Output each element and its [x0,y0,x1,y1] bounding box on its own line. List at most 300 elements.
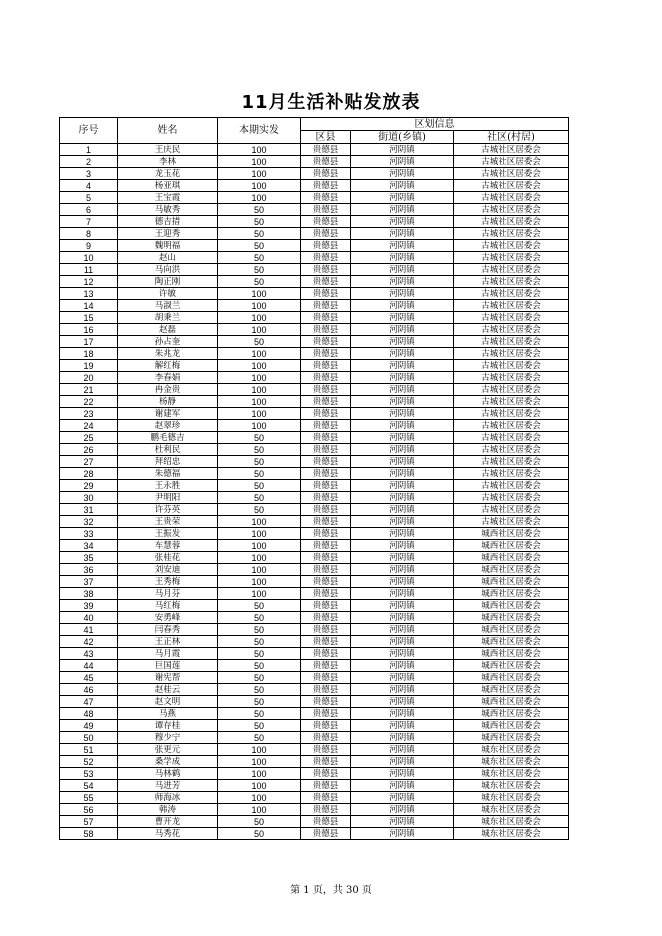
county-cell: 贵德县 [301,276,351,288]
name-cell: 鹏毛德吉 [118,432,218,444]
amount-cell: 100 [218,564,301,576]
county-cell: 贵德县 [301,240,351,252]
table-row [60,324,569,336]
amount-cell: 100 [218,144,301,156]
seq-cell: 16 [60,324,118,336]
community-cell: 城西社区居委会 [454,612,569,624]
seq-cell: 7 [60,216,118,228]
name-cell: 马向洪 [118,264,218,276]
county-cell: 贵德县 [301,828,351,840]
county-cell: 贵德县 [301,492,351,504]
name-cell: 韩涛 [118,804,218,816]
table-row [60,504,569,516]
community-cell: 城西社区居委会 [454,696,569,708]
name-cell: 巨国莲 [118,660,218,672]
community-cell: 古城社区居委会 [454,408,569,420]
county-cell: 贵德县 [301,552,351,564]
county-cell: 贵德县 [301,708,351,720]
seq-cell: 15 [60,312,118,324]
county-cell: 贵德县 [301,252,351,264]
name-cell: 马敏秀 [118,204,218,216]
street-cell: 河阴镇 [351,156,454,168]
community-cell: 古城社区居委会 [454,228,569,240]
name-cell: 杨亚琪 [118,180,218,192]
seq-cell: 18 [60,348,118,360]
county-cell: 贵德县 [301,624,351,636]
header-amount: 本期实发 [218,118,301,144]
name-cell: 马月霞 [118,648,218,660]
street-cell: 河阴镇 [351,624,454,636]
name-cell: 王秀梅 [118,576,218,588]
community-cell: 古城社区居委会 [454,384,569,396]
seq-cell: 56 [60,804,118,816]
community-cell: 古城社区居委会 [454,144,569,156]
county-cell: 贵德县 [301,444,351,456]
amount-cell: 50 [218,492,301,504]
name-cell: 赵桂云 [118,684,218,696]
name-cell: 王庆民 [118,144,218,156]
amount-cell: 100 [218,396,301,408]
name-cell: 德吉措 [118,216,218,228]
table-row [60,648,569,660]
street-cell: 河阴镇 [351,144,454,156]
street-cell: 河阴镇 [351,384,454,396]
seq-cell: 17 [60,336,118,348]
seq-cell: 41 [60,624,118,636]
community-cell: 古城社区居委会 [454,180,569,192]
amount-cell: 50 [218,636,301,648]
community-cell: 古城社区居委会 [454,492,569,504]
street-cell: 河阴镇 [351,432,454,444]
amount-cell: 100 [218,168,301,180]
amount-cell: 100 [218,780,301,792]
name-cell: 马淑兰 [118,300,218,312]
name-cell: 闫春秀 [118,624,218,636]
county-cell: 贵德县 [301,816,351,828]
street-cell: 河阴镇 [351,192,454,204]
community-cell: 城西社区居委会 [454,636,569,648]
county-cell: 贵德县 [301,528,351,540]
table-row [60,744,569,756]
street-cell: 河阴镇 [351,168,454,180]
table-row [60,468,569,480]
seq-cell: 31 [60,504,118,516]
street-cell: 河阴镇 [351,408,454,420]
community-cell: 城西社区居委会 [454,648,569,660]
community-cell: 城东社区居委会 [454,804,569,816]
name-cell: 马进芳 [118,780,218,792]
community-cell: 古城社区居委会 [454,252,569,264]
county-cell: 贵德县 [301,180,351,192]
table-row [60,708,569,720]
seq-cell: 42 [60,636,118,648]
amount-cell: 100 [218,312,301,324]
county-cell: 贵德县 [301,504,351,516]
county-cell: 贵德县 [301,324,351,336]
name-cell: 马月芬 [118,588,218,600]
county-cell: 贵德县 [301,648,351,660]
county-cell: 贵德县 [301,420,351,432]
amount-cell: 100 [218,288,301,300]
table-row [60,336,569,348]
amount-cell: 50 [218,708,301,720]
amount-cell: 100 [218,588,301,600]
county-cell: 贵德县 [301,288,351,300]
street-cell: 河阴镇 [351,420,454,432]
community-cell: 古城社区居委会 [454,300,569,312]
community-cell: 城西社区居委会 [454,576,569,588]
community-cell: 城西社区居委会 [454,720,569,732]
amount-cell: 100 [218,384,301,396]
street-cell: 河阴镇 [351,732,454,744]
seq-cell: 14 [60,300,118,312]
name-cell: 马秀花 [118,828,218,840]
county-cell: 贵德县 [301,732,351,744]
street-cell: 河阴镇 [351,300,454,312]
name-cell: 许敏 [118,288,218,300]
name-cell: 拜绍忠 [118,456,218,468]
county-cell: 贵德县 [301,792,351,804]
amount-cell: 50 [218,480,301,492]
seq-cell: 34 [60,540,118,552]
community-cell: 城西社区居委会 [454,660,569,672]
community-cell: 城西社区居委会 [454,588,569,600]
county-cell: 贵德县 [301,768,351,780]
seq-cell: 32 [60,516,118,528]
seq-cell: 29 [60,480,118,492]
header-name: 姓名 [118,118,218,144]
amount-cell: 50 [218,468,301,480]
amount-cell: 50 [218,432,301,444]
amount-cell: 50 [218,720,301,732]
county-cell: 贵德县 [301,192,351,204]
amount-cell: 100 [218,576,301,588]
street-cell: 河阴镇 [351,828,454,840]
table-row [60,564,569,576]
community-cell: 古城社区居委会 [454,312,569,324]
amount-cell: 100 [218,156,301,168]
amount-cell: 50 [218,672,301,684]
amount-cell: 50 [218,828,301,840]
amount-cell: 100 [218,300,301,312]
table-row [60,624,569,636]
seq-cell: 24 [60,420,118,432]
seq-cell: 53 [60,768,118,780]
county-cell: 贵德县 [301,576,351,588]
community-cell: 古城社区居委会 [454,336,569,348]
seq-cell: 3 [60,168,118,180]
name-cell: 刘安迪 [118,564,218,576]
table-row [60,348,569,360]
street-cell: 河阴镇 [351,780,454,792]
amount-cell: 50 [218,216,301,228]
amount-cell: 50 [218,252,301,264]
county-cell: 贵德县 [301,468,351,480]
amount-cell: 100 [218,540,301,552]
seq-cell: 19 [60,360,118,372]
table-row [60,372,569,384]
county-cell: 贵德县 [301,372,351,384]
name-cell: 冉金贵 [118,384,218,396]
street-cell: 河阴镇 [351,672,454,684]
street-cell: 河阴镇 [351,756,454,768]
name-cell: 王贵荣 [118,516,218,528]
name-cell: 陶正刚 [118,276,218,288]
name-cell: 龙玉花 [118,168,218,180]
seq-cell: 27 [60,456,118,468]
amount-cell: 50 [218,696,301,708]
name-cell: 马燕 [118,708,218,720]
street-cell: 河阴镇 [351,660,454,672]
county-cell: 贵德县 [301,480,351,492]
name-cell: 解红梅 [118,360,218,372]
county-cell: 贵德县 [301,408,351,420]
amount-cell: 50 [218,600,301,612]
table-row [60,780,569,792]
table-row [60,636,569,648]
table-row [60,156,569,168]
county-cell: 贵德县 [301,516,351,528]
community-cell: 古城社区居委会 [454,156,569,168]
amount-cell: 100 [218,516,301,528]
community-cell: 古城社区居委会 [454,216,569,228]
community-cell: 城东社区居委会 [454,744,569,756]
county-cell: 贵德县 [301,684,351,696]
street-cell: 河阴镇 [351,372,454,384]
seq-cell: 23 [60,408,118,420]
community-cell: 古城社区居委会 [454,516,569,528]
county-cell: 贵德县 [301,540,351,552]
name-cell: 杜利民 [118,444,218,456]
name-cell: 赵磊 [118,324,218,336]
table-row [60,540,569,552]
table-row [60,492,569,504]
table-row [60,576,569,588]
seq-cell: 54 [60,780,118,792]
table-row [60,288,569,300]
street-cell: 河阴镇 [351,240,454,252]
table-row [60,228,569,240]
seq-cell: 9 [60,240,118,252]
county-cell: 贵德县 [301,216,351,228]
amount-cell: 100 [218,360,301,372]
amount-cell: 100 [218,768,301,780]
street-cell: 河阴镇 [351,468,454,480]
name-cell: 谢宪帮 [118,672,218,684]
street-cell: 河阴镇 [351,492,454,504]
table-row [60,252,569,264]
community-cell: 古城社区居委会 [454,468,569,480]
table-row [60,276,569,288]
county-cell: 贵德县 [301,744,351,756]
seq-cell: 20 [60,372,118,384]
county-cell: 贵德县 [301,228,351,240]
street-cell: 河阴镇 [351,204,454,216]
amount-cell: 50 [218,240,301,252]
header-street: 街道(乡镇) [351,131,454,144]
county-cell: 贵德县 [301,600,351,612]
community-cell: 城东社区居委会 [454,780,569,792]
table-row [60,528,569,540]
name-cell: 赵翠珍 [118,420,218,432]
table-row [60,600,569,612]
county-cell: 贵德县 [301,696,351,708]
table-header [60,118,569,144]
name-cell: 曹开龙 [118,816,218,828]
street-cell: 河阴镇 [351,252,454,264]
table-row [60,180,569,192]
community-cell: 古城社区居委会 [454,480,569,492]
county-cell: 贵德县 [301,672,351,684]
name-cell: 谭存桂 [118,720,218,732]
table-row [60,732,569,744]
seq-cell: 52 [60,756,118,768]
seq-cell: 36 [60,564,118,576]
table-row [60,360,569,372]
amount-cell: 50 [218,624,301,636]
seq-cell: 58 [60,828,118,840]
seq-cell: 38 [60,588,118,600]
seq-cell: 51 [60,744,118,756]
street-cell: 河阴镇 [351,528,454,540]
table-row [60,816,569,828]
name-cell: 师海冰 [118,792,218,804]
community-cell: 古城社区居委会 [454,396,569,408]
community-cell: 城西社区居委会 [454,708,569,720]
table-row [60,756,569,768]
name-cell: 安勇峰 [118,612,218,624]
table-row [60,216,569,228]
amount-cell: 100 [218,180,301,192]
seq-cell: 40 [60,612,118,624]
header-county: 区县 [301,131,351,144]
community-cell: 古城社区居委会 [454,192,569,204]
amount-cell: 100 [218,792,301,804]
street-cell: 河阴镇 [351,816,454,828]
name-cell: 孙占奎 [118,336,218,348]
amount-cell: 50 [218,648,301,660]
table-row [60,696,569,708]
amount-cell: 50 [218,504,301,516]
amount-cell: 100 [218,528,301,540]
street-cell: 河阴镇 [351,744,454,756]
community-cell: 古城社区居委会 [454,276,569,288]
subsidy-table [59,117,569,840]
table-body [60,144,569,840]
street-cell: 河阴镇 [351,540,454,552]
table-row [60,204,569,216]
header-seq: 序号 [60,118,118,144]
amount-cell: 100 [218,804,301,816]
community-cell: 城东社区居委会 [454,816,569,828]
community-cell: 古城社区居委会 [454,240,569,252]
table-row [60,804,569,816]
county-cell: 贵德县 [301,312,351,324]
street-cell: 河阴镇 [351,576,454,588]
community-cell: 城东社区居委会 [454,792,569,804]
street-cell: 河阴镇 [351,588,454,600]
community-cell: 城西社区居委会 [454,732,569,744]
name-cell: 马林鹤 [118,768,218,780]
amount-cell: 100 [218,348,301,360]
name-cell: 马红梅 [118,600,218,612]
amount-cell: 50 [218,612,301,624]
street-cell: 河阴镇 [351,612,454,624]
community-cell: 古城社区居委会 [454,504,569,516]
community-cell: 城东社区居委会 [454,756,569,768]
street-cell: 河阴镇 [351,684,454,696]
county-cell: 贵德县 [301,348,351,360]
street-cell: 河阴镇 [351,792,454,804]
amount-cell: 50 [218,228,301,240]
seq-cell: 35 [60,552,118,564]
name-cell: 王宝霞 [118,192,218,204]
seq-cell: 46 [60,684,118,696]
header-community: 社区(村居) [454,131,569,144]
street-cell: 河阴镇 [351,180,454,192]
table-row [60,144,569,156]
street-cell: 河阴镇 [351,360,454,372]
table-row [60,684,569,696]
amount-cell: 50 [218,444,301,456]
table-row [60,480,569,492]
seq-cell: 5 [60,192,118,204]
county-cell: 贵德县 [301,612,351,624]
amount-cell: 50 [218,732,301,744]
street-cell: 河阴镇 [351,636,454,648]
table-row [60,420,569,432]
street-cell: 河阴镇 [351,348,454,360]
street-cell: 河阴镇 [351,216,454,228]
name-cell: 穆少宁 [118,732,218,744]
table-row [60,300,569,312]
street-cell: 河阴镇 [351,312,454,324]
table-row [60,768,569,780]
amount-cell: 50 [218,660,301,672]
county-cell: 贵德县 [301,456,351,468]
seq-cell: 1 [60,144,118,156]
community-cell: 古城社区居委会 [454,432,569,444]
amount-cell: 50 [218,276,301,288]
community-cell: 城西社区居委会 [454,684,569,696]
community-cell: 古城社区居委会 [454,168,569,180]
seq-cell: 43 [60,648,118,660]
community-cell: 古城社区居委会 [454,204,569,216]
name-cell: 张桂花 [118,552,218,564]
table-row [60,660,569,672]
table-row [60,192,569,204]
community-cell: 古城社区居委会 [454,444,569,456]
community-cell: 古城社区居委会 [454,288,569,300]
seq-cell: 49 [60,720,118,732]
seq-cell: 13 [60,288,118,300]
seq-cell: 12 [60,276,118,288]
county-cell: 贵德县 [301,756,351,768]
name-cell: 车慧蓉 [118,540,218,552]
seq-cell: 50 [60,732,118,744]
street-cell: 河阴镇 [351,288,454,300]
street-cell: 河阴镇 [351,444,454,456]
county-cell: 贵德县 [301,636,351,648]
community-cell: 城西社区居委会 [454,672,569,684]
county-cell: 贵德县 [301,264,351,276]
county-cell: 贵德县 [301,396,351,408]
table-row [60,588,569,600]
community-cell: 城西社区居委会 [454,528,569,540]
county-cell: 贵德县 [301,804,351,816]
seq-cell: 25 [60,432,118,444]
seq-cell: 26 [60,444,118,456]
